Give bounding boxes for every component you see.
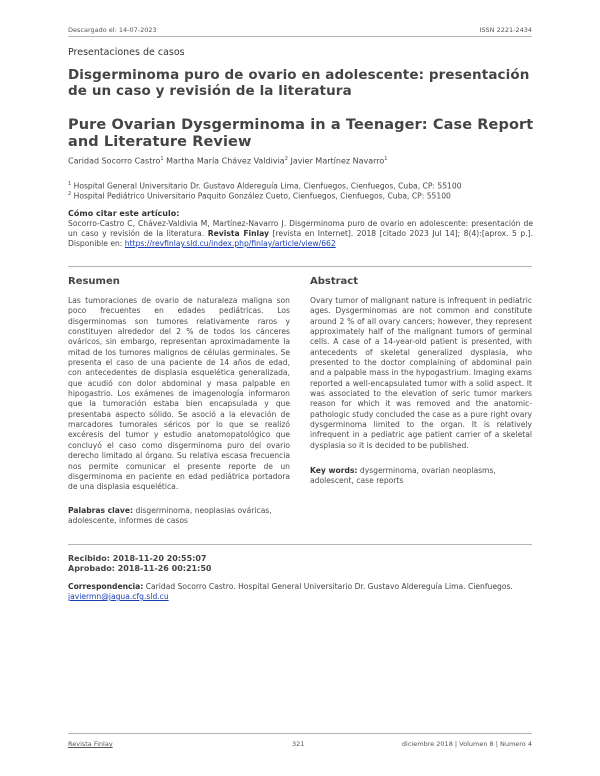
issue-info: diciembre 2018 | Volumen 8 | Numero 4 <box>401 740 532 748</box>
keywords-label: Palabras clave: <box>68 506 134 515</box>
author-name: Caridad Socorro Castro <box>68 156 161 166</box>
author-sup: 1 <box>384 156 388 162</box>
citation-heading: Cómo citar este artículo: <box>68 209 180 218</box>
affiliation <box>68 189 538 202</box>
citation-text: Socorro-Castro C, Chávez-Valdivia M, Martínez-Navarro J. Disgerminoma puro de ovario en adolescente: presentación de un caso y revisión de la literatura. <box>68 219 533 238</box>
affiliation-text: Hospital General Universitario Dr. Gustavo Aldereguía Lima, Cienfuegos, Cienfuegos, Cuba, CP: 55100 <box>73 181 462 191</box>
footer-rule <box>68 733 532 734</box>
keywords-text: dysgerminoma, ovarian neoplasms, adolescent, case reports <box>310 466 496 486</box>
abstract-body: Ovary tumor of malignant nature is infrequent in pediatric ages. Dysgerminomas are not common and constitute around 2 % of all ovary cancers; however, they represent approximately half of the malignant tumors of germinal cells. A case of a 14-year-old patient is presented, with antecedents of skeletal generalized dysplasia, who presented to the doctor complaining of abdominal pain and a palpable mass in the hypogastrium. Imaging exams reported a well-encapsulated tumor with a solid aspect. It was associated to the elevation of seric tumor markers reason for which it was removed and the anatomic-pathologic study concluded the case as a pure right ovary dysgerminoma limited to the organ. It is relatively infrequent in a pediatric age patient carrier of a skeletal dysplasia so it is decided to be published. <box>310 296 532 450</box>
affiliation-text: Hospital Pediátrico Universitario Paquito González Cueto, Cienfuegos, Cienfuegos, Cuba, CP: 55100 <box>73 191 451 201</box>
keywords-label: Key words: <box>310 466 358 475</box>
download-date: Descargado el: 14-07-2023 <box>68 26 157 34</box>
author-list <box>68 156 387 166</box>
page-number: 321 <box>292 740 305 748</box>
resumen-body: Las tumoraciones de ovario de naturaleza maligna son poco frecuentes en edades pediátricas. Los disgerminomas son tumores relativamente raros y constituyen alrededor del 2 % de todos los cánceres ováricos, sin embargo, representan aproximadamente la mitad de los tumores malignos de células germinales. Se presenta el caso de una paciente de 14 años de edad, con antecedentes de displasia esquelética generalizada, que acudió con dolor abdominal y masa palpable en hipogastrio. Los exámenes de imagenología informaron que la tumoración estaba bien encapsulada y que presentaba aspecto sólido. Se asoció a la elevación de marcadores tumorales séricos por lo que se realizó excéresis del tumor y estudio anatomopatológico que concluyó el caso como disgerminoma puro del ovario derecho limitado al órgano. Su relativa escasa frecuencia nos permite comunicar el presente reporte de un disgerminoma en paciente en edad pediátrica portadora de una displasia esquelética. <box>68 296 290 492</box>
citation-details: [revista en Internet]. 2018 [citado 2023 Jul 14]; 8(4):[aprox. 5 p.]. Disponible en: <box>68 229 534 248</box>
issn: ISSN 2221-2434 <box>479 26 532 34</box>
section-rule <box>68 266 532 267</box>
resumen-heading: Resumen <box>68 276 120 287</box>
section-rule <box>68 544 532 545</box>
footer-journal-link[interactable]: Revista Finlay <box>68 740 113 748</box>
section-label: Presentaciones de casos <box>68 47 185 58</box>
correspondence-label: Correspondencia: <box>68 582 144 591</box>
approved-date: Aprobado: 2018-11-26 00:21:50 <box>68 564 212 573</box>
abstract-keywords <box>310 466 532 487</box>
citation-link[interactable]: https://revfinlay.sld.cu/index.php/finlay/article/view/662 <box>124 239 336 248</box>
author-sup: 1 <box>160 156 164 162</box>
correspondence <box>68 582 536 602</box>
correspondence-text: Caridad Socorro Castro. Hospital General Universitario Dr. Gustavo Aldereguía Lima. Cienfuegos. <box>145 582 513 591</box>
affiliation-sup: 1 <box>68 181 72 187</box>
resumen-keywords <box>68 506 290 527</box>
author-name: Martha María Chávez Valdivia <box>166 156 285 166</box>
header-rule <box>68 36 532 37</box>
correspondence-email[interactable]: javiermn@jagua.cfg.sld.cu <box>68 592 169 601</box>
keywords-text: disgerminoma, neoplasias ováricas, adolescente, informes de casos <box>68 506 272 526</box>
citation <box>68 219 533 249</box>
author-sup: 2 <box>284 156 288 162</box>
citation-journal: Revista Finlay <box>207 229 269 238</box>
affiliation-sup: 2 <box>68 191 72 197</box>
title-english: Pure Ovarian Dysgerminoma in a Teenager: Case Report and Literature Review <box>68 117 534 150</box>
title-spanish: Disgerminoma puro de ovario en adolescente: presentación de un caso y revisión de la literatura <box>68 67 530 99</box>
abstract-heading: Abstract <box>310 276 359 287</box>
author-name: Javier Martínez Navarro <box>290 156 385 166</box>
received-date: Recibido: 2018-11-20 20:55:07 <box>68 554 207 563</box>
dates <box>68 554 211 574</box>
